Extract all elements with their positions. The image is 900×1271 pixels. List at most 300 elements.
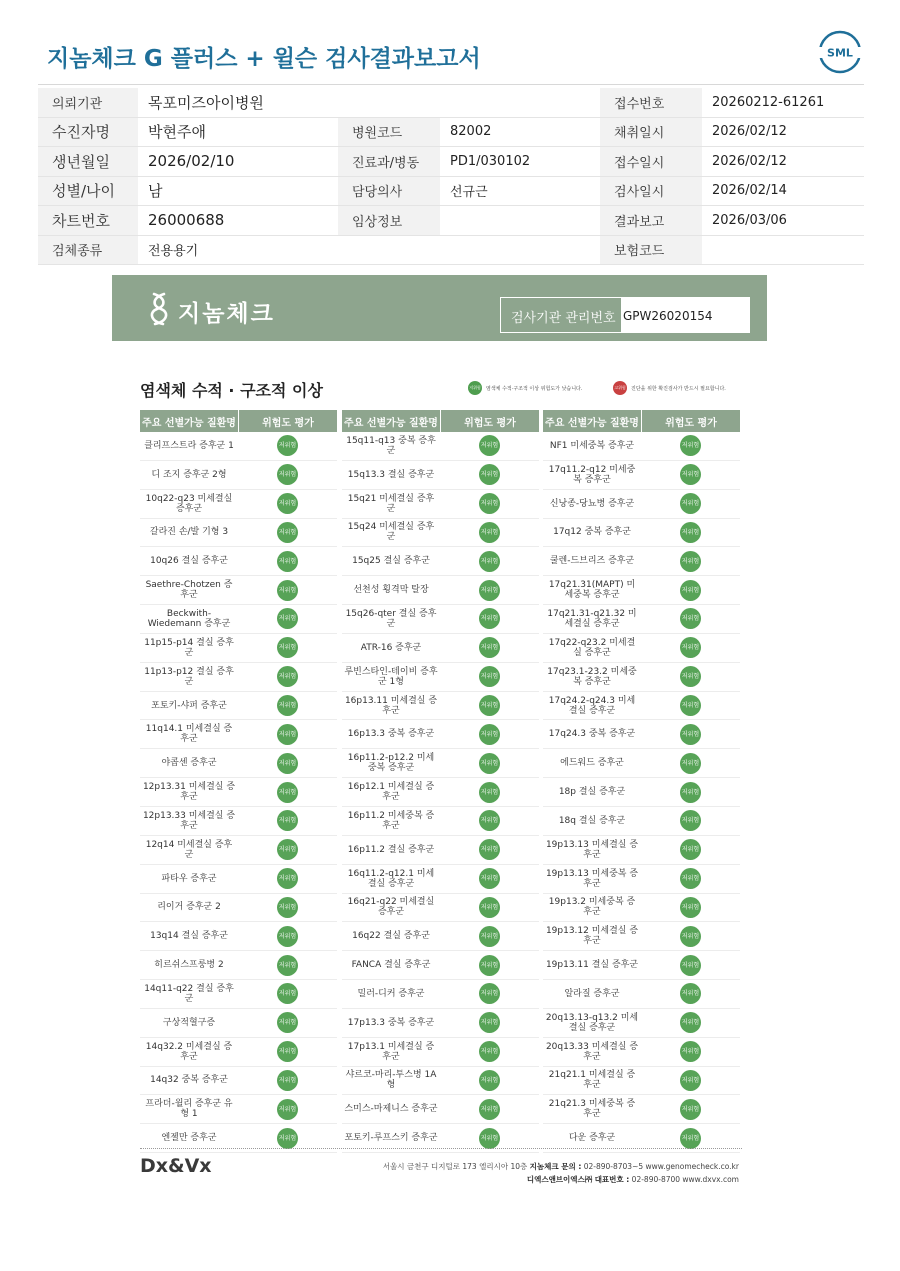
disease-name: 16p11.2 결실 증후군	[347, 844, 435, 855]
disease-name: 12q14 미세결실 증후군	[145, 839, 233, 860]
risk-cell	[440, 720, 539, 748]
table-row	[140, 1009, 337, 1038]
specimen-label: 검체종류	[38, 235, 138, 265]
table-row	[140, 576, 337, 605]
institution-label: 의뢰기관	[38, 88, 138, 117]
low-risk-badge-icon: 저위험	[479, 724, 500, 745]
info-row	[38, 117, 864, 147]
low-risk-badge-icon: 저위험	[277, 1070, 298, 1091]
risk-cell	[641, 1067, 740, 1095]
disease-name: 16p13.3 중복 증후군	[347, 729, 435, 740]
table-row	[543, 1009, 740, 1038]
table-row	[140, 692, 337, 721]
risk-cell	[238, 720, 337, 748]
low-risk-badge-icon: 저위험	[277, 810, 298, 831]
disease-name: 신낭종-당뇨병 증후군	[549, 498, 635, 509]
low-risk-badge-icon: 저위험	[680, 435, 701, 456]
disease-name: 12p13.33 미세결실 증후군	[142, 810, 236, 831]
table-row	[342, 634, 539, 663]
low-risk-badge-icon: 저위험	[680, 983, 701, 1004]
table-row	[140, 836, 337, 865]
test-date-label: 검사일시	[600, 176, 702, 206]
info-row	[38, 88, 864, 117]
high-risk-badge-icon: 고위험	[613, 381, 627, 395]
low-risk-badge-icon: 저위험	[479, 580, 500, 601]
risk-cell	[440, 836, 539, 864]
low-risk-badge-icon: 저위험	[479, 608, 500, 629]
table-row	[140, 865, 337, 894]
table-row	[342, 980, 539, 1009]
disease-name: 16p13.11 미세결실 증후군	[344, 695, 438, 716]
low-risk-badge-icon: 저위험	[680, 580, 701, 601]
disease-name: 16p12.1 미세결실 증후군	[347, 782, 435, 803]
table-row	[342, 922, 539, 951]
report-title: 지놈체크 G 플러스 + 윌슨 검사결과보고서	[47, 46, 481, 72]
low-risk-badge-icon: 저위험	[680, 493, 701, 514]
table-row	[342, 894, 539, 923]
table-row	[543, 1095, 740, 1124]
risk-cell	[440, 1067, 539, 1095]
low-risk-badge-icon: 저위험	[680, 868, 701, 889]
birth-value: 2026/02/10	[138, 147, 338, 177]
patient-label: 수진자명	[38, 117, 138, 147]
collect-date-label: 채취일시	[600, 117, 702, 147]
table-row	[543, 461, 740, 490]
disease-name: 17q24.2-q24.3 미세결실 증후군	[548, 695, 636, 716]
disease-name: 15q11-q13 중복 증후군	[346, 435, 436, 456]
low-risk-badge-icon: 저위험	[479, 1012, 500, 1033]
disease-name: ATR-16 증후군	[360, 642, 422, 653]
disease-name: 16q22 결실 증후군	[352, 931, 430, 942]
low-risk-badge-icon: 저위험	[479, 810, 500, 831]
low-risk-badge-icon: 저위험	[277, 580, 298, 601]
low-risk-badge-icon: 저위험	[277, 493, 298, 514]
table-row	[140, 1095, 337, 1124]
risk-cell	[641, 778, 740, 806]
receipt-date-value: 2026/02/12	[702, 147, 864, 177]
table-row	[140, 432, 337, 461]
disease-name: 17q24.3 중복 증후군	[548, 729, 636, 740]
disease-name: 17p13.3 중복 증후군	[347, 1017, 435, 1028]
low-risk-badge-icon: 저위험	[479, 695, 500, 716]
low-risk-badge-icon: 저위험	[277, 435, 298, 456]
disease-name: 16p11.2 미세중복 증후군	[347, 810, 435, 831]
risk-cell	[641, 576, 740, 604]
disease-name: 11p15-p14 결실 증후군	[144, 637, 234, 658]
low-risk-badge-icon: 저위험	[680, 810, 701, 831]
low-risk-badge-icon: 저위험	[479, 868, 500, 889]
risk-cell	[641, 692, 740, 720]
risk-cell	[641, 951, 740, 979]
disease-name: 15q26-qter 결실 증후군	[345, 608, 437, 629]
risk-cell	[641, 519, 740, 547]
disease-name: 샤르코-마리-투스병 1A형	[345, 1070, 437, 1091]
table-row	[543, 1067, 740, 1096]
table-row	[140, 720, 337, 749]
low-risk-badge-icon: 저위험	[277, 695, 298, 716]
risk-cell	[641, 865, 740, 893]
risk-cell	[440, 922, 539, 950]
disease-name: 갈라진 손/발 기형 3	[149, 527, 229, 538]
disease-name: Beckwith-Wiedemann 증후군	[147, 608, 231, 629]
table-row	[543, 894, 740, 923]
table-row	[342, 490, 539, 519]
table-row	[543, 576, 740, 605]
table-row	[342, 749, 539, 778]
table-row	[342, 547, 539, 576]
low-risk-badge-icon: 저위험	[680, 1128, 701, 1149]
low-risk-badge-icon: 저위험	[277, 1099, 298, 1120]
risk-cell	[238, 547, 337, 575]
genomecheck-banner	[112, 275, 767, 341]
disease-name: 19p13.11 결실 증후군	[545, 960, 639, 971]
disease-name: 디 조지 증후군 2형	[151, 469, 227, 480]
low-risk-badge-icon: 저위험	[680, 1070, 701, 1091]
table-row	[140, 663, 337, 692]
section-title: 염색체 수적 · 구조적 이상	[140, 381, 323, 400]
table-row	[543, 836, 740, 865]
disease-name: 15q25 결실 증후군	[352, 556, 430, 567]
disease-name: 11q14.1 미세결실 증후군	[145, 724, 233, 745]
risk-cell	[238, 951, 337, 979]
specimen-value: 전용용기	[138, 235, 600, 265]
disease-column-3	[543, 410, 740, 1153]
low-risk-badge-icon: 저위험	[479, 983, 500, 1004]
table-row	[543, 778, 740, 807]
low-risk-badge-icon: 저위험	[680, 637, 701, 658]
management-number-value: GPW26020154	[621, 298, 749, 332]
disease-name: 11p13-p12 결실 증후군	[144, 666, 234, 687]
legend-low-risk	[468, 381, 582, 395]
disease-name: 17q23.1-23.2 미세중복 증후군	[547, 666, 637, 687]
header-disease-name: 주요 선별가능 질환명	[342, 410, 441, 432]
footer-line-1	[383, 1161, 739, 1172]
header-risk: 위험도 평가	[464, 417, 516, 429]
table-row	[543, 720, 740, 749]
table-row	[342, 951, 539, 980]
sex-age-value: 남	[138, 176, 338, 206]
risk-cell	[641, 605, 740, 633]
low-risk-badge-icon: 저위험	[680, 926, 701, 947]
table-row	[543, 922, 740, 951]
receipt-no-value: 20260212-61261	[702, 88, 864, 117]
disease-name: FANCA 결실 증후군	[351, 960, 431, 971]
table-row	[543, 749, 740, 778]
table-row	[140, 490, 337, 519]
disease-name: 17q21.31-q21.32 미세결실 증후군	[547, 608, 637, 629]
low-risk-badge-icon: 저위험	[680, 464, 701, 485]
table-row	[543, 605, 740, 634]
low-risk-badge-icon: 저위험	[277, 1041, 298, 1062]
low-risk-badge-icon: 저위험	[479, 493, 500, 514]
dxvx-logo: Dx&Vx	[140, 1155, 212, 1177]
disease-name: Saethre-Chotzen 증후군	[145, 580, 233, 601]
disease-name: 스미스-마제니스 증후군	[344, 1104, 438, 1115]
disease-name: 엔젤만 증후군	[161, 1133, 217, 1144]
table-row	[140, 605, 337, 634]
low-risk-badge-icon: 저위험	[479, 839, 500, 860]
footer-inquiry-label: 지놈체크 문의 :	[529, 1162, 582, 1171]
low-risk-badge-icon: 저위험	[277, 666, 298, 687]
low-risk-badge-icon: 저위험	[479, 753, 500, 774]
low-risk-badge-icon: 저위험	[479, 1128, 500, 1149]
disease-name: 밀러-디커 증후군	[357, 988, 425, 999]
disease-name: 18p 결실 증후군	[558, 787, 626, 798]
disease-name: 19p13.13 미세결실 증후군	[545, 839, 639, 860]
disease-name: 20q13.13-q13.2 미세결실 증후군	[545, 1012, 639, 1033]
risk-cell	[641, 547, 740, 575]
disease-name: 21q21.1 미세결실 증후군	[548, 1070, 636, 1091]
low-risk-badge-icon: 저위험	[680, 1099, 701, 1120]
risk-cell	[641, 922, 740, 950]
low-risk-badge-icon: 저위험	[277, 551, 298, 572]
low-risk-badge-icon: 저위험	[680, 753, 701, 774]
low-risk-badge-icon: 저위험	[277, 868, 298, 889]
low-risk-badge-icon: 저위험	[479, 522, 500, 543]
risk-cell	[238, 894, 337, 922]
disease-name: 다운 증후군	[568, 1133, 616, 1144]
table-row	[543, 807, 740, 836]
low-risk-badge-icon: 저위험	[277, 782, 298, 803]
risk-cell	[641, 432, 740, 460]
disease-name: 10q22-q23 미세결실 증후군	[145, 493, 233, 514]
risk-cell	[440, 1095, 539, 1123]
table-row	[140, 749, 337, 778]
info-row	[38, 147, 864, 177]
table-row	[140, 980, 337, 1009]
table-row	[543, 951, 740, 980]
disease-name: 19p13.2 미세중복 증후군	[548, 897, 636, 918]
disease-name: 19p13.13 미세중복 증후군	[545, 868, 639, 889]
low-risk-badge-icon: 저위험	[479, 1070, 500, 1091]
table-row	[140, 519, 337, 548]
legend-low-text: 염색체 수적·구조적 이상 위험도가 낮습니다.	[486, 385, 583, 392]
risk-cell	[641, 461, 740, 489]
low-risk-badge-icon: 저위험	[680, 782, 701, 803]
disease-name: 17q11.2-q12 미세중복 증후군	[548, 464, 636, 485]
disease-name: 21q21.3 미세중복 증후군	[548, 1099, 636, 1120]
disease-name: 14q11-q22 결실 증후군	[144, 983, 234, 1004]
disease-name: 17q22-q23.2 미세결실 증후군	[548, 637, 636, 658]
table-row	[140, 547, 337, 576]
disease-name: 루빈스타인-테이비 증후군 1형	[344, 666, 438, 687]
risk-cell	[238, 749, 337, 777]
low-risk-badge-icon: 저위험	[277, 464, 298, 485]
table-row	[543, 634, 740, 663]
risk-cell	[641, 1095, 740, 1123]
disease-column-1	[140, 410, 337, 1153]
banner-brand: 지놈체크	[178, 301, 275, 327]
table-row	[342, 461, 539, 490]
header-disease-name: 주요 선별가능 질환명	[543, 410, 642, 432]
low-risk-badge-icon: 저위험	[680, 551, 701, 572]
disease-name: 17p13.1 미세결실 증후군	[347, 1041, 435, 1062]
risk-cell	[440, 951, 539, 979]
risk-cell	[238, 1095, 337, 1123]
risk-cell	[440, 692, 539, 720]
disease-name: 리이거 증후군 2	[157, 902, 221, 913]
disease-name: 10q26 결실 증후군	[150, 556, 228, 567]
table-row	[140, 894, 337, 923]
low-risk-badge-icon: 저위험	[479, 435, 500, 456]
report-date-value: 2026/03/06	[702, 206, 864, 236]
risk-cell	[440, 894, 539, 922]
risk-cell	[641, 1038, 740, 1066]
risk-cell	[238, 807, 337, 835]
disease-name: 16p11.2-p12.2 미세중복 증후군	[347, 753, 435, 774]
sml-logo-text: SML	[827, 46, 853, 60]
footer-line-2	[527, 1174, 739, 1185]
risk-cell	[238, 490, 337, 518]
dept-value: PD1/030102	[440, 147, 600, 177]
table-row	[342, 1095, 539, 1124]
disease-column-2	[342, 410, 539, 1153]
footer-company: 디엑스앤브이엑스㈜	[526, 1175, 593, 1184]
disease-name: 선천성 횡격막 탈장	[353, 585, 429, 596]
disease-name: 클리프스트라 증후군 1	[144, 440, 234, 451]
risk-cell	[440, 778, 539, 806]
disease-name: 16q21-q22 미세결실 증후군	[347, 897, 435, 918]
disease-name: 15q24 미세결실 증후군	[347, 522, 435, 543]
risk-cell	[238, 605, 337, 633]
table-row	[140, 1038, 337, 1067]
risk-cell	[440, 1009, 539, 1037]
table-row	[140, 922, 337, 951]
disease-name: 쿨렌-드브리즈 증후군	[549, 556, 635, 567]
info-row	[38, 206, 864, 236]
footer-address: 서울시 금천구 디지털로 173 엘리시아 10층	[382, 1162, 528, 1171]
column-header	[342, 410, 539, 432]
table-row	[140, 461, 337, 490]
disease-name: 17q12 중복 증후군	[553, 527, 631, 538]
low-risk-badge-icon: 저위험	[479, 637, 500, 658]
disease-name: 프라더-윌리 증후군 유형 1	[145, 1099, 233, 1120]
low-risk-badge-icon: 저위험	[479, 955, 500, 976]
low-risk-badge-icon: 저위험	[277, 724, 298, 745]
footer-inquiry: 02-890-8703~5 www.genomecheck.co.kr	[583, 1162, 739, 1171]
table-row	[543, 692, 740, 721]
header-disease-name: 주요 선별가능 질환명	[140, 410, 239, 432]
risk-cell	[440, 980, 539, 1008]
risk-cell	[238, 922, 337, 950]
low-risk-badge-icon: 저위험	[479, 926, 500, 947]
footer-divider	[140, 1148, 742, 1149]
risk-cell	[440, 634, 539, 662]
low-risk-badge-icon: 저위험	[277, 926, 298, 947]
table-row	[543, 1038, 740, 1067]
insurance-label: 보험코드	[600, 235, 702, 265]
disease-name: NF1 미세중복 증후군	[549, 440, 635, 451]
low-risk-badge-icon: 저위험	[277, 1012, 298, 1033]
management-number-box	[500, 297, 750, 333]
risk-cell	[238, 1038, 337, 1066]
table-row	[342, 865, 539, 894]
disease-name: 19p13.12 미세결실 증후군	[545, 926, 639, 947]
disease-name: 구상적혈구증	[162, 1017, 216, 1028]
table-row	[342, 778, 539, 807]
disease-name: 18q 결실 증후군	[558, 815, 626, 826]
low-risk-badge-icon: 저위험	[277, 983, 298, 1004]
doctor-label: 담당의사	[338, 176, 440, 206]
risk-cell	[440, 490, 539, 518]
risk-cell	[238, 576, 337, 604]
table-row	[543, 432, 740, 461]
risk-cell	[641, 807, 740, 835]
risk-cell	[440, 663, 539, 691]
disease-name: 20q13.33 미세결실 증후군	[545, 1041, 639, 1062]
insurance-value	[702, 235, 864, 265]
low-risk-badge-icon: 저위험	[479, 551, 500, 572]
low-risk-badge-icon: 저위험	[479, 1099, 500, 1120]
table-row	[543, 865, 740, 894]
header-rule	[38, 84, 864, 85]
risk-cell	[238, 980, 337, 1008]
table-row	[342, 605, 539, 634]
low-risk-badge-icon: 저위험	[680, 1012, 701, 1033]
low-risk-badge-icon: 저위험	[680, 608, 701, 629]
risk-cell	[238, 634, 337, 662]
risk-cell	[238, 778, 337, 806]
disease-name: 포토키-루프스키 증후군	[344, 1133, 438, 1144]
risk-cell	[641, 490, 740, 518]
risk-cell	[238, 836, 337, 864]
low-risk-badge-icon: 저위험	[680, 955, 701, 976]
risk-cell	[440, 605, 539, 633]
risk-cell	[641, 836, 740, 864]
risk-cell	[238, 461, 337, 489]
risk-cell	[641, 980, 740, 1008]
disease-name: 16q11.2-q12.1 미세결실 증후군	[347, 868, 435, 889]
risk-cell	[440, 749, 539, 777]
low-risk-badge-icon: 저위험	[479, 897, 500, 918]
dna-logo-icon	[146, 292, 172, 326]
table-row	[342, 1067, 539, 1096]
footer-rep: 02-890-8700 www.dxvx.com	[631, 1175, 739, 1184]
table-row	[140, 807, 337, 836]
hospital-code-label: 병원코드	[338, 117, 440, 147]
doctor-value: 선규근	[440, 176, 600, 206]
clinical-label: 임상정보	[338, 206, 440, 236]
clinical-value	[440, 206, 600, 236]
risk-cell	[440, 519, 539, 547]
risk-cell	[238, 519, 337, 547]
risk-cell	[440, 576, 539, 604]
low-risk-badge-icon: 저위험	[680, 897, 701, 918]
disease-name: 12p13.31 미세결실 증후군	[142, 782, 236, 803]
sml-logo-icon	[818, 30, 862, 74]
risk-cell	[641, 634, 740, 662]
risk-cell	[238, 1009, 337, 1037]
chart-label: 차트번호	[38, 206, 138, 236]
table-row	[140, 1067, 337, 1096]
disease-name: 17q21.31(MAPT) 미세중복 증후군	[548, 580, 636, 601]
low-risk-badge-icon: 저위험	[277, 608, 298, 629]
risk-cell	[440, 865, 539, 893]
table-row	[342, 1009, 539, 1038]
low-risk-badge-icon: 저위험	[680, 839, 701, 860]
table-row	[140, 778, 337, 807]
risk-cell	[440, 547, 539, 575]
risk-cell	[641, 720, 740, 748]
table-row	[342, 807, 539, 836]
hospital-code-value: 82002	[440, 117, 600, 147]
low-risk-badge-icon: 저위험	[680, 695, 701, 716]
table-row	[342, 692, 539, 721]
table-row	[342, 432, 539, 461]
sex-age-label: 성별/나이	[38, 176, 138, 206]
disease-name: 13q14 결실 증후군	[150, 931, 228, 942]
low-risk-badge-icon: 저위험	[680, 666, 701, 687]
